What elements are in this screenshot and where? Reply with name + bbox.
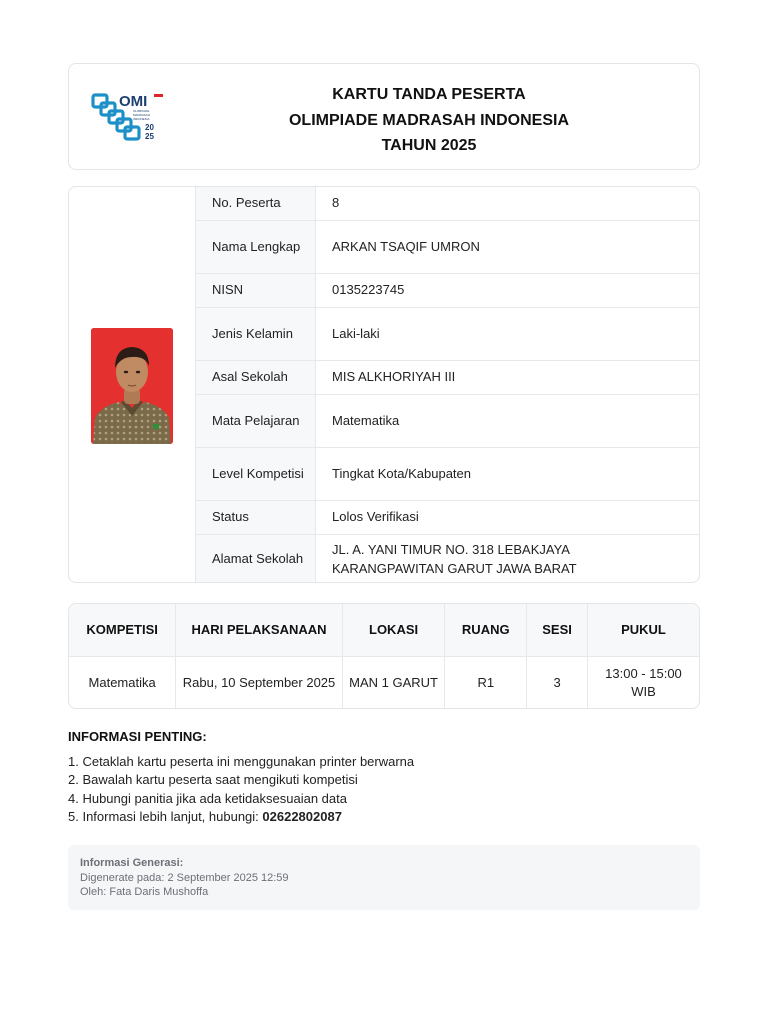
info-value: Tingkat Kota/Kabupaten — [332, 465, 472, 481]
header-card — [68, 63, 700, 170]
note-item: 2. Bawalah kartu peserta saat mengikuti kompetisi — [68, 772, 358, 788]
info-row — [196, 448, 699, 501]
info-label: No. Peserta — [196, 187, 316, 220]
schedule-header-cell: HARI PELAKSANAAN — [176, 604, 343, 657]
schedule-header-cell: RUANG — [445, 604, 527, 657]
generation-info — [68, 845, 700, 910]
info-label: Alamat Sekolah — [196, 535, 316, 583]
info-value: MIS ALKHORIYAH III — [332, 369, 456, 385]
schedule-card — [68, 603, 700, 709]
info-value: Lolos Verifikasi — [332, 509, 419, 525]
schedule-header-cell: SESI — [527, 604, 588, 657]
info-value: Matematika — [332, 412, 400, 428]
schedule-header-cell: KOMPETISI — [69, 604, 176, 657]
info-row — [196, 221, 699, 274]
info-row — [196, 274, 699, 308]
note-item: 4. Hubungi panitia jika ada ketidaksesuaian data — [68, 790, 347, 806]
generation-date: Digenerate pada: 2 September 2025 12:59 — [80, 871, 289, 884]
card-title — [249, 82, 609, 159]
important-info-list — [68, 753, 700, 808]
generation-title: Informasi Generasi: — [80, 857, 184, 869]
omi-logo — [91, 92, 165, 144]
info-row — [196, 308, 699, 361]
info-row — [196, 361, 699, 395]
svg-text:20: 20 — [145, 123, 154, 132]
title-line-3: TAHUN 2025 — [381, 137, 477, 154]
schedule-cell: Matematika — [69, 657, 176, 710]
info-value: Laki-laki — [332, 325, 380, 341]
contact-note: 5. Informasi lebih lanjut, hubungi: 02622802087 — [68, 808, 342, 824]
schedule-cell: MAN 1 GARUT — [342, 657, 445, 710]
info-value: ARKAN TSAQIF UMRON — [332, 238, 480, 254]
schedule-cell: R1 — [445, 657, 527, 710]
generation-author: Oleh: Fata Daris Mushoffa — [80, 886, 209, 898]
logo-text: OMI — [119, 93, 148, 110]
info-label: Status — [196, 501, 316, 534]
svg-text:OLIMPIADE: OLIMPIADE — [133, 109, 150, 113]
info-label: NISN — [196, 274, 316, 307]
info-label: Jenis Kelamin — [196, 308, 316, 360]
important-info — [68, 729, 700, 826]
contact-number: 02622802087 — [262, 808, 342, 824]
participant-card — [68, 186, 700, 583]
info-value: 8 — [332, 195, 340, 211]
info-row — [196, 535, 699, 583]
svg-text:INDONESIA: INDONESIA — [133, 117, 150, 121]
schedule-header-cell: PUKUL — [587, 604, 699, 657]
schedule-header-cell: LOKASI — [342, 604, 445, 657]
schedule-table — [69, 604, 699, 709]
participant-photo — [91, 328, 173, 444]
schedule-header-row — [69, 604, 699, 657]
info-label: Asal Sekolah — [196, 361, 316, 394]
info-value: 0135223745 — [332, 282, 405, 298]
svg-text:MADRASAH: MADRASAH — [133, 113, 151, 117]
svg-text:25: 25 — [145, 132, 154, 141]
title-line-2: OLIMPIADE MADRASAH INDONESIA — [288, 111, 569, 129]
info-row — [196, 187, 699, 221]
note-item: 1. Cetaklah kartu peserta ini menggunakan printer berwarna — [68, 754, 415, 769]
info-label: Mata Pelajaran — [196, 395, 316, 447]
info-row — [196, 501, 699, 535]
info-value: JL. A. YANI TIMUR NO. 318 LEBAKJAYA KARANGPAWITAN GARUT JAWA BARAT — [332, 542, 577, 576]
info-row — [196, 395, 699, 448]
participant-details — [196, 187, 699, 583]
important-info-title: INFORMASI PENTING: — [68, 729, 207, 744]
info-label: Nama Lengkap — [196, 221, 316, 273]
schedule-cell: 3 — [527, 657, 588, 710]
title-line-1: KARTU TANDA PESERTA — [332, 86, 526, 103]
schedule-cell: Rabu, 10 September 2025 — [176, 657, 343, 710]
schedule-cell: 13:00 - 15:00 WIB — [587, 657, 699, 710]
photo-column — [69, 187, 196, 583]
schedule-data-row — [69, 657, 699, 710]
info-label: Level Kompetisi — [196, 448, 316, 500]
